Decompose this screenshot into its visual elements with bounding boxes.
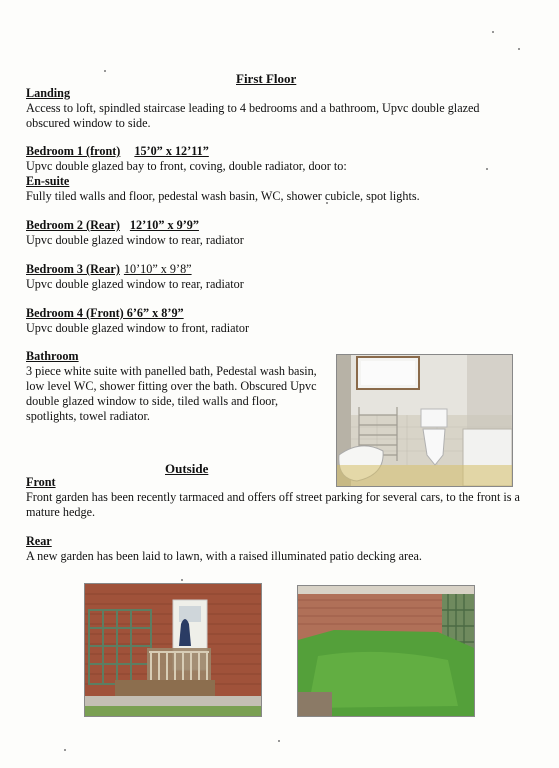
front-garden-photo-image: [85, 584, 261, 716]
bedroom1-name: Bedroom 1: [26, 144, 83, 158]
bedroom3-qualifier: (Rear): [83, 262, 120, 276]
bedroom4-qualifier: (Front) 6’6” x 8’9”: [83, 306, 184, 320]
scan-speck: [104, 70, 106, 72]
landing-text: Access to loft, spindled staircase leading to 4 bedrooms and a bathroom, Upvc double glazed obscured window to side.: [26, 101, 480, 130]
rear-text: A new garden has been laid to lawn, with a raised illuminated patio decking area.: [26, 549, 422, 563]
front-text: Front garden has been recently tarmaced and offers off street parking for several cars, to the front is a mature hedge.: [26, 490, 520, 519]
front-heading: Front: [26, 475, 56, 489]
bedroom2-heading: [26, 218, 526, 233]
bathroom-photo-image: [337, 355, 512, 486]
bedroom4-name: Bedroom 4: [26, 306, 83, 320]
scan-speck: [278, 740, 280, 742]
bedroom1-qualifier: (front): [83, 144, 121, 158]
front-garden-photo: [84, 583, 262, 717]
front-section: [26, 475, 526, 520]
bedroom2-section: [26, 218, 526, 248]
bedroom2-dims: 12’10” x 9’9”: [129, 218, 199, 232]
scan-speck: [518, 48, 520, 50]
bedroom2-qualifier: (Rear): [83, 218, 120, 232]
bedroom3-heading: [26, 262, 526, 277]
bedroom1-dims: 15’0” x 12’11”: [134, 144, 209, 158]
bathroom-heading: Bathroom: [26, 349, 79, 363]
bedroom4-section: [26, 306, 526, 336]
rear-section: [26, 534, 526, 564]
bedroom3-name: Bedroom 3: [26, 262, 83, 276]
bathroom-photo: [336, 354, 513, 487]
ensuite-heading: En-suite: [26, 174, 70, 188]
bedroom1-section: [26, 144, 526, 174]
bedroom4-text: Upvc double glazed window to front, radiator: [26, 321, 250, 335]
landing-heading: Landing: [26, 86, 71, 100]
ensuite-section: [26, 174, 526, 204]
first-floor-title: First Floor: [236, 71, 297, 86]
scan-speck: [64, 749, 66, 751]
scan-speck: [492, 31, 494, 33]
rear-garden-photo: [297, 585, 475, 717]
bedroom1-heading: [26, 144, 526, 159]
bedroom2-text: Upvc double glazed window to rear, radiator: [26, 233, 244, 247]
bathroom-text: 3 piece white suite with panelled bath, Pedestal wash basin, low level WC, shower fitting over the bath. Obscured Upvc double glazed window to side, tiled walls and floor, spotlights, towel radiator.: [26, 364, 317, 423]
scan-speck: [181, 579, 183, 581]
bathroom-section: [26, 349, 326, 424]
landing-section: [26, 86, 526, 131]
rear-heading: Rear: [26, 534, 52, 548]
bedroom2-name: Bedroom 2: [26, 218, 83, 232]
rear-garden-photo-image: [298, 586, 474, 716]
bedroom3-section: [26, 262, 526, 292]
bedroom1-text: Upvc double glazed bay to front, coving, double radiator, door to:: [26, 159, 347, 173]
ensuite-text: Fully tiled walls and floor, pedestal wash basin, WC, shower cubicle, spot lights.: [26, 189, 420, 203]
bedroom4-heading: [26, 306, 526, 321]
bedroom3-text: Upvc double glazed window to rear, radiator: [26, 277, 244, 291]
outside-title: Outside: [165, 461, 209, 476]
bedroom3-dims: 10’10” x 9’8”: [123, 262, 192, 276]
